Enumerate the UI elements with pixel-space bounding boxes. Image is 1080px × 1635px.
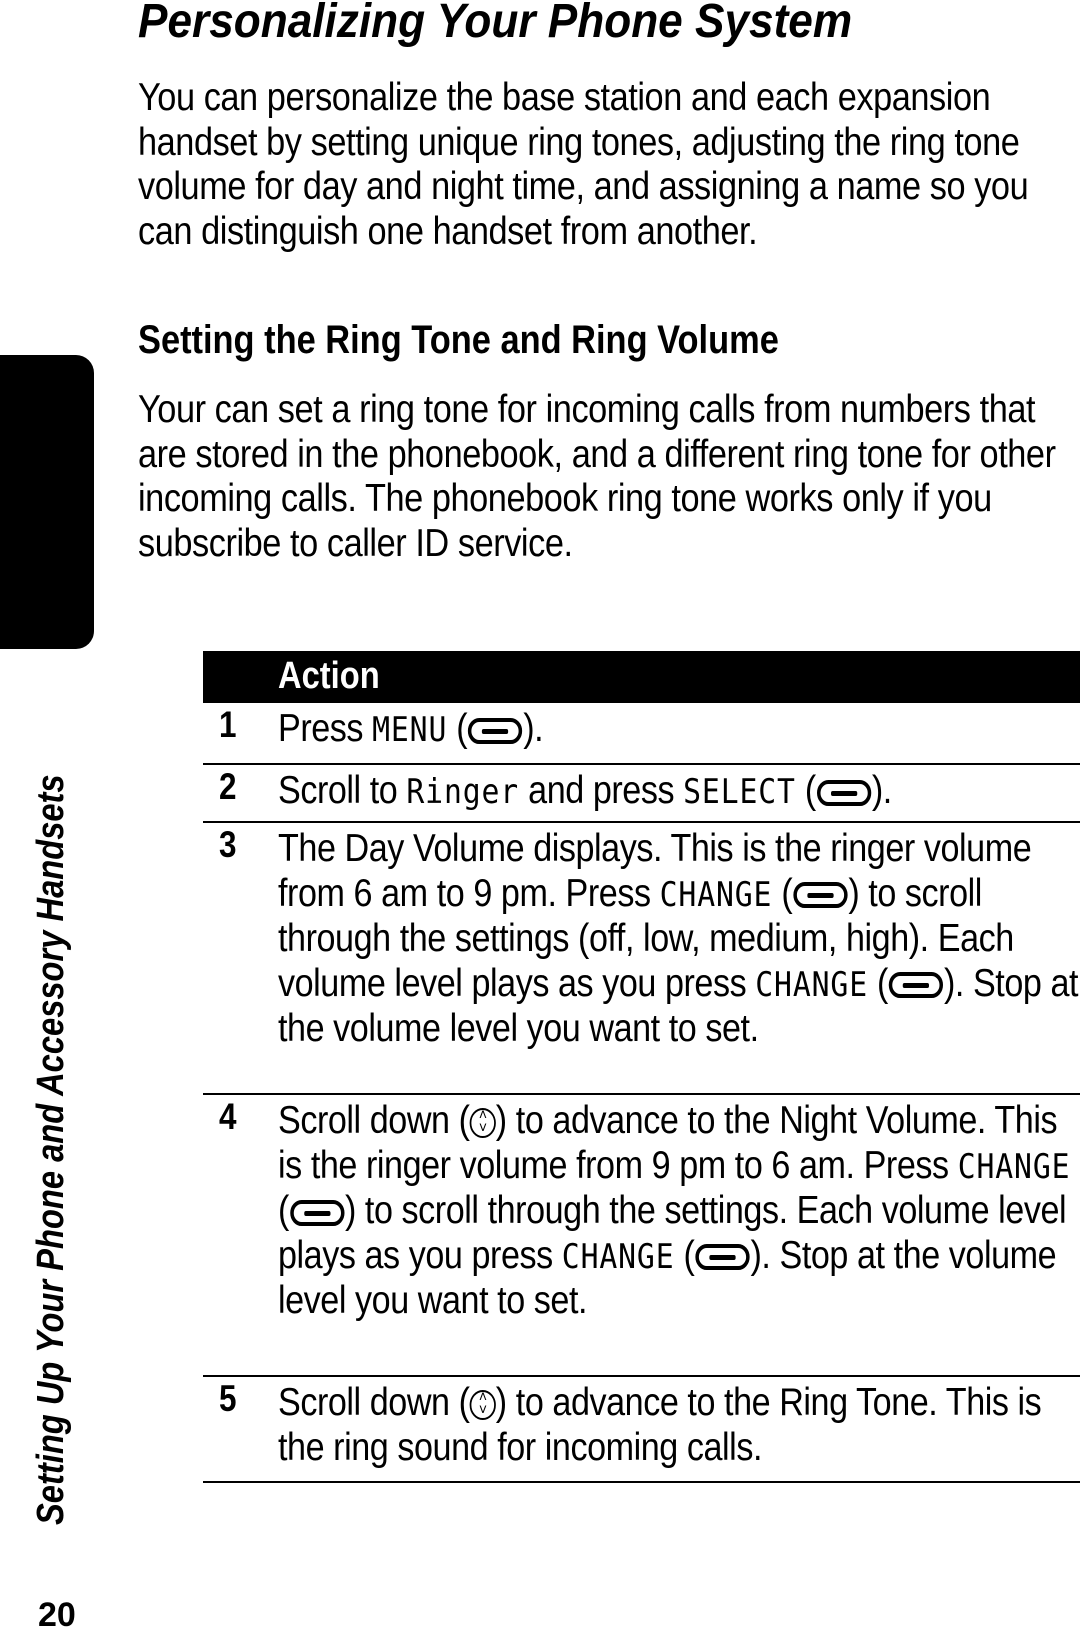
step-text: Scroll down ( ˄ ˅ ) to advance to the Night Volume. This is the ringer volume from 9 pm to 6 am. Press CHANGE ( ) to scroll through the settings. Each volume level plays as you press CHANGE ( ). Stop at the volume level you want to set. — [278, 1099, 1080, 1324]
chapter-side-label: Setting Up Your Phone and Accessory Handsets — [30, 774, 72, 1525]
soft-key-icon — [290, 1200, 344, 1226]
soft-key-icon — [793, 882, 847, 908]
action-table — [203, 651, 1080, 1483]
soft-key-icon — [468, 718, 522, 744]
section-heading: Setting the Ring Tone and Ring Volume — [138, 318, 779, 362]
table-header — [203, 651, 1080, 703]
soft-key-icon — [817, 780, 871, 806]
soft-key-icon — [695, 1244, 749, 1270]
step-number: 4 — [219, 1096, 237, 1137]
lcd-label: Ringer — [406, 772, 520, 812]
lcd-label: CHANGE — [957, 1146, 1071, 1187]
table-row — [203, 765, 1080, 823]
section-paragraph: Your can set a ring tone for incoming calls from numbers that are stored in the phonebook, and a different ring tone for other incoming calls. The phonebook ring tone works only if you subscribe to caller ID service. — [138, 388, 1056, 565]
step-number: 2 — [219, 766, 237, 807]
step-text: Scroll to Ringer and press SELECT ( ). — [278, 769, 892, 812]
table-row — [203, 1095, 1080, 1377]
step-number: 1 — [219, 704, 237, 745]
lcd-label: CHANGE — [561, 1236, 675, 1277]
lcd-label: SELECT — [683, 772, 796, 812]
navigation-key-icon — [470, 1108, 496, 1138]
lcd-label: CHANGE — [659, 874, 773, 915]
lcd-label: MENU — [372, 710, 448, 750]
header-action: Action — [278, 655, 380, 697]
table-row — [203, 823, 1080, 1095]
lcd-label: CHANGE — [755, 964, 868, 1005]
table-row — [203, 1377, 1080, 1483]
step-text: Press MENU ( ). — [278, 707, 544, 750]
chapter-tab — [0, 355, 94, 649]
intro-paragraph: You can personalize the base station and each expansion handset by setting unique ring tones, adjusting the ring tone volume for day and night time, and assigning a name so you can distinguish one handset from another. — [138, 76, 1029, 253]
step-number: 3 — [219, 824, 237, 865]
navigation-key-icon — [470, 1390, 496, 1420]
step-text: The Day Volume displays. This is the ringer volume from 6 am to 9 pm. Press CHANGE ( ) to scroll through the settings (off, low, medium, high). Each volume level plays as you press CHANGE ( ). Stop at the volume level you want to set. — [278, 827, 1079, 1050]
step-text: Scroll down ( ˄ ˅ ) to advance to the Ring Tone. This is the ring sound for incoming calls. — [278, 1381, 1080, 1470]
soft-key-icon — [889, 972, 943, 998]
page-title: Personalizing Your Phone System — [138, 0, 853, 48]
page-number: 20 — [38, 1596, 76, 1634]
table-row — [203, 703, 1080, 765]
step-number: 5 — [219, 1378, 237, 1419]
